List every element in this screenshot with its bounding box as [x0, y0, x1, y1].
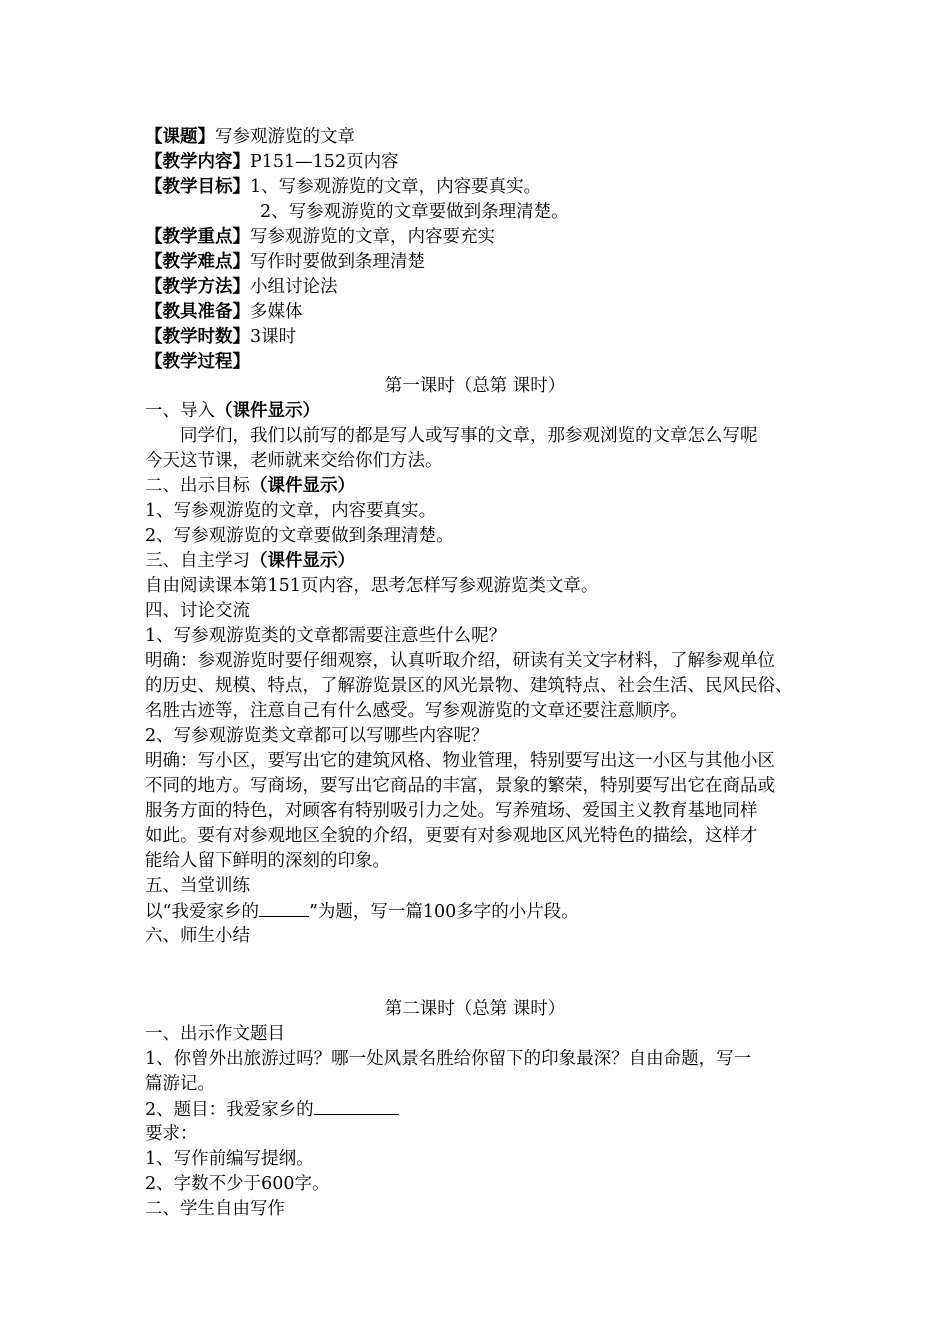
difficulty-label: 【教学难点】 [145, 252, 250, 272]
lesson1-title: 第一课时（总第 课时） [384, 376, 566, 396]
content-value: P151—152页内容 [250, 152, 399, 172]
hours-line [145, 325, 296, 349]
answer-2-line-5: 能给人留下鲜明的深刻的印象。 [145, 851, 390, 871]
topic-line [145, 125, 355, 149]
answer-1-line-2: 的历史、规模、特点，了解游览景区的风光景物、建筑特点、社会生活、民风民俗、 [145, 676, 793, 696]
topic-item-1-line-1: 1、你曾外出旅游过吗？哪一处风景名胜给你留下的印象最深？自由命题，写一 [145, 1049, 752, 1069]
goal-1: 1、写参观游览的文章，内容要真实。 [250, 177, 542, 197]
goals-line [145, 175, 541, 199]
method-label: 【教学方法】 [145, 277, 250, 297]
requirement-1: 1、写作前编写提纲。 [145, 1149, 314, 1169]
training-prefix: 以“我爱家乡的 [145, 902, 259, 922]
lesson1-section5: 五、当堂训练 [145, 876, 250, 896]
intro-line-2: 今天这节课，老师就来交给你们方法。 [145, 451, 443, 471]
topic-item-2 [145, 1097, 399, 1122]
lesson2-section2: 二、学生自由写作 [145, 1199, 285, 1219]
section-note: （课件显示） [215, 401, 320, 421]
intro-line-1: 同学们，我们以前写的都是写人或写事的文章，那参观浏览的文章怎么写呢 [180, 426, 758, 446]
lesson1-section1 [145, 399, 320, 423]
lesson1-section4: 四、讨论交流 [145, 601, 250, 621]
content-label: 【教学内容】 [145, 152, 250, 172]
section-heading: 一、导入 [145, 401, 215, 421]
answer-1-line-1: 明确：参观游览时要仔细观察，认真听取介绍，研读有关文字材料，了解参观单位 [145, 651, 775, 671]
goals-label: 【教学目标】 [145, 177, 250, 197]
requirement-2: 2、字数不少于600字。 [145, 1174, 330, 1194]
tools-label: 【教具准备】 [145, 302, 250, 322]
lesson1-section3 [145, 549, 355, 573]
self-study-text: 自由阅读课本第151页内容，思考怎样写参观游览类文章。 [145, 576, 599, 596]
hours-value: 3课时 [250, 327, 297, 347]
method-line [145, 275, 338, 299]
key-line [145, 225, 495, 249]
section-heading: 三、自主学习 [145, 551, 250, 571]
key-value: 写参观游览的文章，内容要充实 [250, 227, 495, 247]
training-line [145, 899, 579, 924]
question-2: 2、写参观游览类文章都可以写哪些内容呢？ [145, 726, 489, 746]
answer-2-line-1: 明确：写小区，要写出它的建筑风格、物业管理，特别要写出这一小区与其他小区 [145, 751, 775, 771]
fill-blank [314, 1097, 399, 1115]
topic-label: 【课题】 [145, 127, 215, 147]
content-line [145, 150, 399, 174]
section-heading: 二、出示目标 [145, 476, 250, 496]
lesson1-section6: 六、师生小结 [145, 926, 250, 946]
answer-2-line-4: 如此。要有对参观地区全貌的介绍，更要有对参观地区风光特色的描绘，这样才 [145, 826, 758, 846]
topic-item-2-text: 2、题目：我爱家乡的 [145, 1100, 314, 1120]
process-label: 【教学过程】 [145, 352, 250, 372]
fill-blank [259, 899, 309, 917]
goal-item-2: 2、写参观游览的文章要做到条理清楚。 [145, 526, 454, 546]
question-1: 1、写参观游览类的文章都需要注意些什么呢？ [145, 626, 507, 646]
tools-value: 多媒体 [250, 302, 303, 322]
section-note: （课件显示） [250, 551, 355, 571]
goal-item-1: 1、写参观游览的文章，内容要真实。 [145, 501, 437, 521]
method-value: 小组讨论法 [250, 277, 338, 297]
answer-2-line-2: 不同的地方。写商场，要写出它商品的丰富，景象的繁荣，特别要写出它在商品或 [145, 776, 775, 796]
key-label: 【教学重点】 [145, 227, 250, 247]
topic-value: 写参观游览的文章 [215, 127, 355, 147]
topic-item-1-line-2: 篇游记。 [145, 1074, 215, 1094]
requirements-label: 要求： [145, 1124, 198, 1144]
answer-2-line-3: 服务方面的特色，对顾客有特别吸引力之处。写养殖场、爱国主义教育基地同样 [145, 801, 758, 821]
tools-line [145, 300, 303, 324]
difficulty-line [145, 250, 425, 274]
goal-2: 2、写参观游览的文章要做到条理清楚。 [260, 202, 569, 222]
section-note: （课件显示） [250, 476, 355, 496]
hours-label: 【教学时数】 [145, 327, 250, 347]
lesson1-section2 [145, 474, 355, 498]
lesson2-section1: 一、出示作文题目 [145, 1024, 285, 1044]
training-suffix: ”为题，写一篇100多字的小片段。 [308, 902, 579, 922]
lesson2-title: 第二课时（总第 课时） [384, 999, 566, 1019]
difficulty-value: 写作时要做到条理清楚 [250, 252, 425, 272]
answer-1-line-3: 名胜古迹等，注意自己有什么感受。写参观游览的文章还要注意顺序。 [145, 701, 688, 721]
